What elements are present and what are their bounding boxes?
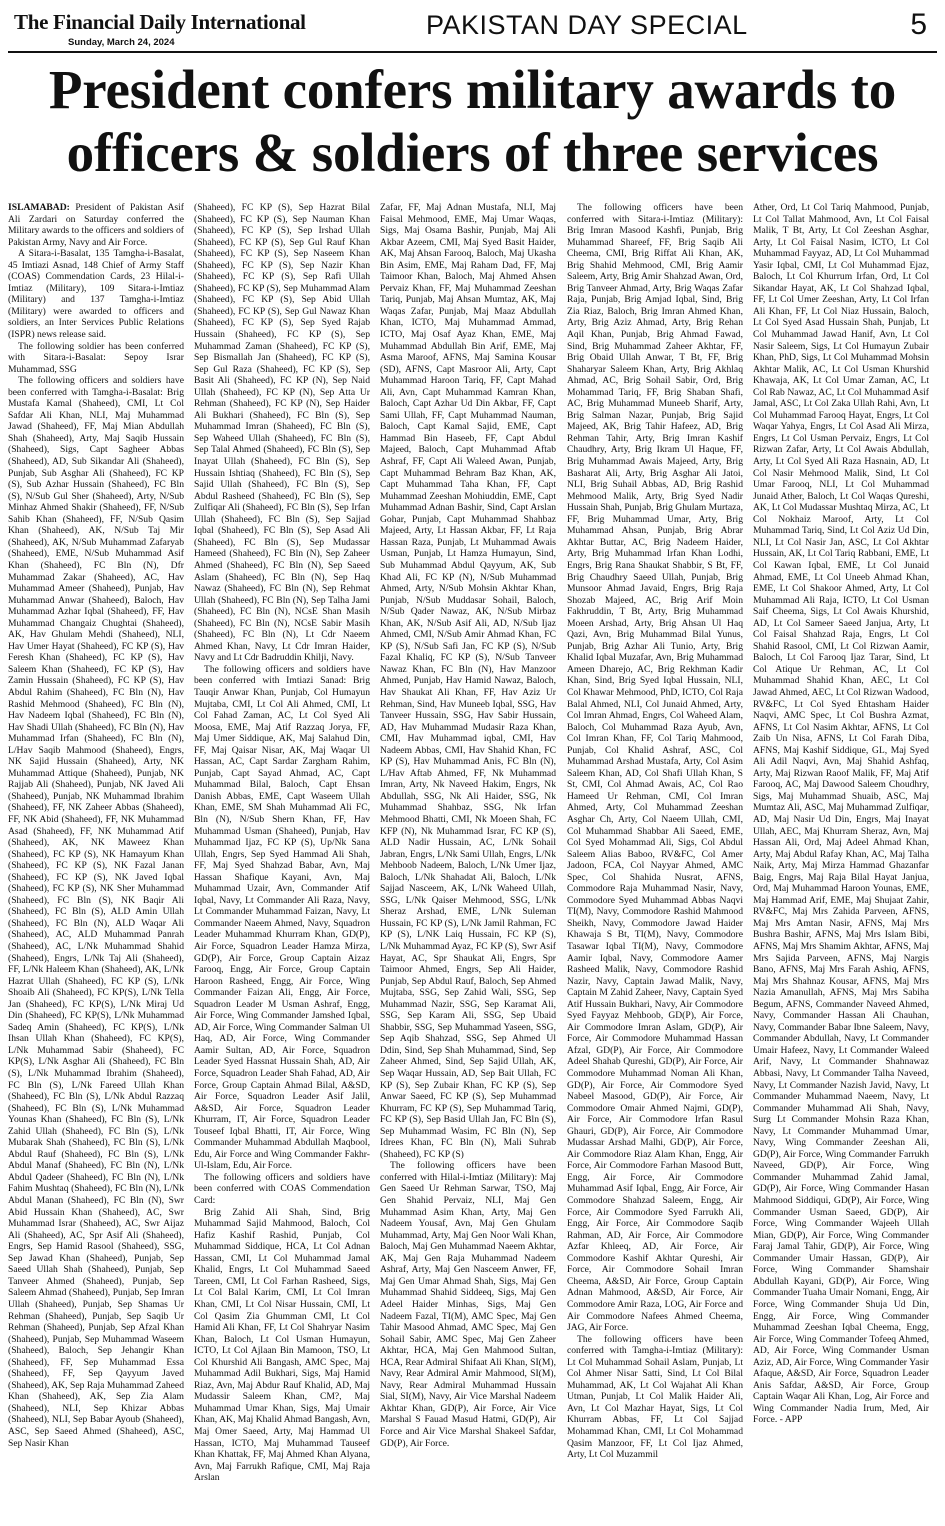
article-paragraph: The following officers have been conferred with Tamgha-i-Imtiaz (Military): Lt Col Muhammad Sohail Aslam, Punjab, Lt Col Ahmer Nisar Satti, Sind, Lt Col Bilal Muhammad, AK, Lt Col Wajahat Ali Khan Utman, Punjab, Lt Col Malik Haider Ali, Avn, Lt Col Mazhar Hayat, Sigs, Lt Col Khurram Abbas, FF, Lt Col Sajjad Mohammad Khan, CMI, Lt Col Mohammad Qasim Manzoor, FF, Lt Col Ijaz Ahmed, Arty, Lt Col Muzammil	[567, 1333, 743, 1461]
headline-line-2: officers & soldiers of three services	[66, 122, 879, 183]
article-paragraph: The following officers and soldiers have been conferred with COAS Commendation Card:	[194, 1171, 370, 1207]
article-paragraph: The following soldier has been conferred with Sitara-i-Basalat: Sepoy Israr Muhammad, SSG	[8, 340, 184, 375]
issue-date: Sunday, March 24, 2024	[68, 37, 175, 48]
article-paragraph: Zafar, FF, Maj Adnan Mustafa, NLI, Maj Faisal Mehmood, EME, Maj Umar Waqas, Sigs, Maj Osama Bashir, Punjab, Maj Ali Akbar Azeem, CMI, Maj Syed Basit Haider, AK, Maj Ahsan Farooq, Baloch, Maj Ukasha Bin Asim, EME, Maj Raham Dad, FF, Maj Taimoor Khan, Baloch, Maj Ahmed Ahsen Pervaiz Khan, FF, Maj Muhammad Zeeshan Tariq, Punjab, Maj Ahsan Mumtaz, AK, Maj Waqas Zafar, Punjab, Maj Maaz Abdullah Khan, ICTO, Maj Muhammad Ammad, ICTO, Maj Osaf Ayaz Khan, EME, Maj Muhammad Abdullah Bin Arif, EME, Maj Asma Maroof, AFNS, Maj Samina Kousar (SD), AFNS, Capt Masroor Ali, Arty, Capt Muhammad Haroon Tariq, FF, Capt Mahad Ali, Avn, Capt Muhammad Kamran Khan, Baloch, Capt Azhar Ud Din Akbar, FF, Capt Sami Ullah, FF, Capt Muhammad Nauman, Baloch, Capt Kamal Sajid, EME, Capt Hammad Bin Haseeb, FF, Capt Abdul Majeed, Baloch, Capt Muhammad Aftab Ashraf, FF, Capt Ali Waleed Awan, Punjab, Capt Muhammad Behram Baz Khan, AK, Capt Muhammad Taha Khan, FF, Capt Muhammad Zeeshan Mohiuddin, EME, Capt Muhammad Adnan Bashir, Sind, Capt Arslan Gohar, Punjab, Capt Muhammad Shahbaz Majeed, Arty, Lt Hassan Akbar, FF, Lt Raja Hassan Raza, Punjab, Lt Muhammad Awais Usman, Punjab, Lt Hamza Humayun, Sind, Sub Muhammad Abdul Qayyum, AK, Sub Khad Ali, FC KP (N), N/Sub Muhammad Ahmed, Arty, N/Sub Mohsin Akhtar Khan, Punjab, N/Sub Muddasar Sohail, Baloch, N/Sub Qader Nawaz, AK, N/Sub Mirbaz Khan, AK, N/Sub Asif Ali, AD, N/Sub Ijaz Ahmed, CMI, N/Sub Amir Ahmad Khan, FC KP (S), N/Sub Safi Jan, FC KP (S), N/Sub Fazal Khaliq, FC KP (S), N/Sub Tanveer Nawaz Khan, FC Bln (N), Hav Manzoor Ahmed, Punjab, Hav Hamid Nawaz, Baloch, Hav Shaukat Ali Khan, FF, Hav Aziz Ur Rehman, Sind, Hav Muneeb Iqbal, SSG, Hav Tanveer Hussain, SSG, Hav Sabir Hussain, AD, Hav Muhammad Mudasir Raza Khan, CMI, Hav Muhammad iqbal, CMI, Hav Nadeem Abbas, CMI, Hav Shahid Khan, FC KP (S), Hav Muhammad Anis, FC Bln (N), L/Hav Aftab Ahmed, FF, Nk Muhammad Imran, Arty, Nk Naveed Hakim, Engrs, Nk Abdullah, SSG, Nk Ali Haider, SSG, Nk Muhammad Shahbaz, SSG, Nk Irfan Mehmood Bhatti, CMI, Nk Moeen Shah, FC KFP (N), Nk Muhammad Israr, FC KP (S), ALD Nadir Hussain, AC, L/Nk Sohail Jabran, Engrs, L/Nk Sami Ullah, Engrs, L/Nk Mehboob Nadeem, Baloch, L/Nk Umer Ijaz, Baloch, L/Nk Shahadat Ali, Baloch, L/Nk Sajjad Nasceem, AK, L/Nk Waheed Ullah, SSG, L/Nk Qaiser Mehmood, SSG, L/Nk Sheraz Arshad, EME, L/Nk Suleman Hussain, FC KP (S), L/Nk Jamil Rahman, FC KP (S), L/NK Laiq Hussain, FC KP (S), L/Nk Muhammad Ayaz, FC KP (S), Swr Asif Hayat, AC, Spr Shaukat Ali, Engrs, Spr Taimoor Ahmed, Engrs, Sep Ali Haider, Punjab, Sep Abdul Rauf, Baloch, Sep Ahmed Mujtaba, SSG, Sep Zahid Wali, SSG, Sep Muhammad Nazir, SSG, Sep Karamat Ali, SSG, Sep Karam Ali, SSG, Sep Ubaid Shabbir, SSG, Sep Muhammad Yaseen, SSG, Sep Aqib Shahzad, SSG, Sep Ahmed Ul Ddin, Sind, Sep Shah Muhammad, Sind, Sep Zaheer Ahmed, Sind, Sep Sajid Ullah, AK, Sep Waqar Hussain, AD, Sep Bait Ullah, FC KP (S), Sep Zubair Khan, FC KP (S), Sep Anwar Saeed, FC KP (S), Sep Muhammad Khurram, FC KP (S), Sep Muhammad Tariq, FC KP (S), Sep Basid Ullah Jan, FC Bln (S), Sep Muhammad Wasim, FC Bln (N), Sep Idrees Khan, FC Bln (N), Mali Suhrab (Shaheed), FC KP (S)	[380, 202, 556, 1160]
article-paragraph: Brig Zahid Ali Shah, Sind, Brig Muhammad Sajid Mahmood, Baloch, Col Hafiz Kashif Rashid, Punjab, Col Muhammad Siddique, HCA, Lt Col Adnan Hassan, CMI, Lt Col Muhammad Jamal Khalid, Engrs, Lt Col Muhammad Saeed Tareen, CMI, Lt Col Farhan Rasheed, Sigs, Lt Col Balal Karim, CMI, Lt Col Imran Khan, CMI, Lt Col Nisar Hussain, CMI, Lt Col Qasim Zia Ghumman CMI, Lt Col Hamid Ali Khan, FF, Lt Col Shahryar Nasim Khan, Baloch, Lt Col Usman Humayun, ICTO, Lt Col Ajlaan Bin Mamoon, TSO, Lt Col Khurshid Ali Bangash, AMC Spec, Maj Muhammad Adil Bukhari, Sigs, Maj Hamid Riaz, Avn, Maj Abdur Rauf Khalid, AD, Maj Mudassir Saleem Khan, CM?, Maj Muhammad Umar Khan, Sigs, Maj Umair Khan, AK, Maj Khalid Ahmad Bangash, Avn, Maj Omer Saeed, Arty, Maj Hammad Ul Hassan, ICTO, Maj Muhammad Tauseef Khan Khattak, FF, Maj Ahmed Khan Alyana, Avn, Maj Farrukh Rafique, CMI, Maj Raja Arslan	[194, 1206, 370, 1484]
article-headline	[0, 58, 945, 184]
dateline: ISLAMABAD:	[8, 202, 70, 213]
section-title: PAKISTAN DAY SPECIAL	[426, 10, 748, 40]
page-number: 5	[910, 8, 927, 41]
newspaper-name: The Financial Daily International	[14, 10, 306, 34]
article-paragraph: (Shaheed), FC KP (S), Sep Hazrat Bilal (Shaheed), FC KP (S), Sep Nauman Khan (Shaheed), FC KP (S), Sep Irshad Ullah (Shaheed), FC KP (S), Sep Gul Rauf Khan (Shaheed), FC KP (S), Sep Naseem Khan (Shaheed), FC KP (S), Sep Nazir Khan (Shaheed), FC KP (S), Sep Rafi Ullah (Shaheed), FC KP (S), Sep Muhammad Alam (Shaheed), FC KP (S), Sep Abid Ullah (Shaheed), FC KP (S), Sep Gul Nawaz Khan (Shaheed), FC KP (S), Sep Syed Rajab Hussain (Shaheed), FC KP (S), Sep Muhammad Zaman (Shaheed), FC KP (S), Sep Bismallah Jan (Shaheed), FC KP (S), Sep Gul Raza (Shaheed), FC KP (S), Sep Basit Ali (Shaheed), FC KP (N), Sep Naid Ullah (Shaheed), FC KP (N), Sep Atta Ur Rehman (Shaheed), FC KP (N), Sep Haider Ali Bukhari (Shaheed), FC Bln (S), Sep Muhammad Imran (Shaheed), FC Bln (S), Sep Waheed Ullah (Shaheed), FC Bln (S), Sep Talal Ahmed (Shaheed), FC Bln (S), Sep Inayat Ullah (Shaheed), FC Bln (S), Sep Hussain Ishtiaq (Shaheed), FC Bln (S), Sep Sajid Ullah (Shaheed), FC Bln (S), Sep Abdul Rasheed (Shaheed), FC Bln (S), Sep Zulfiqar Ali (Shaheed), FC Bln (S), Sep Irfan Ullah (Shaheed), FC Bln (S), Sep Sajjad Iqbal (Shaheed), FC Bln (S), Sep Asad Ali (Shaheed), FC Bln (S), Sep Mudassar Hameed (Shaheed), FC Bln (N), Sep Zaheer Ahmed (Shaheed), FC Bln (N), Sep Saeed Aslam (Shaheed), FC Bln (N), Sep Haq Nawaz (Shaheed), FC Bln (N), Sep Rehmat Ullah (Shaheed), FC Bln (N), Sep Talha Jami (Shaheed), FC Bln (N), NCsE Shan Masih (Shaheed), FC Bln (N), NCsE Sabir Masih (Shaheed), FC Bln (N), Lt Cdr Naeem Ahmed Khan, Navy, Lt Cdr Imran Haider, Navy and Lt Cdr Badruddin Khilji, Navy.	[194, 202, 370, 664]
article-paragraph	[8, 202, 184, 248]
article-column-4	[567, 202, 743, 1520]
article-column-5	[753, 202, 929, 1520]
headline-line-1: President confers military awards to	[48, 59, 897, 120]
article-paragraph: The following officers have been conferred with Hilal-i-Imtiaz (Military): Maj Gen Saeed Ur Rehman Sarwar, TSO, Maj Gen Shahid Pervaiz, NLI, Maj Gen Muhammad Asim Khan, Arty, Maj Gen Nadeem Yousaf, Avn, Maj Gen Ghulam Muhammad, Arty, Maj Gen Noor Wali Khan, Baloch, Maj Gen Muhammad Naeem Akhtar, AK, Maj Gen Raja Muhammad Nadeem Ashraf, Arty, Maj Gen Nasceem Anwer, FF, Maj Gen Umar Ahmad Shah, Sigs, Maj Gen Muhammad Shahid Siddeeq, Sigs, Maj Gen Adeel Haider Minhas, Sigs, Maj Gen Nadeem Fazal, TI(M), AMC Spec, Maj Gen Tahir Masood Ahmad, AMC Spec, Maj Gen Sohail Sabir, AMC Spec, Maj Gen Zaheer Akhtar, HCA, Maj Gen Mahmood Sultan, HCA, Rear Admiral Shifaat Ali Khan, SI(M), Navy, Rear Admiral Amir Mahmood, SI(M), Navy, Rear Admiral Muhammad Hussain Sial, SI(M), Navy, Air Vice Marshal Nadeem Akhtar Khan, GD(P), Air Force, Air Vice Marshal S Fauad Masud Hatmi, GD(P), Air Force and Air Vice Marshal Shakeel Safdar, GD(P), Air Force.	[380, 1160, 556, 1449]
masthead	[10, 8, 935, 56]
article-column-1	[8, 202, 184, 1520]
article-paragraph: A Sitara-i-Basalat, 135 Tamgha-i-Basalat, 45 Imtiazi Asnad, 148 Chief of Army Staff (COAS) Commendation Cards, 23 Hilal-i-Imtiaz (Military), 109 Sitara-i-Imtiaz (Military) and 137 Tamgha-i-Imtiaz (Military) were awarded to officers and soldiers, an Inter Services Public Relations (ISPR) news release said.	[8, 248, 184, 341]
paragraph-text: President of Pakistan Asif Ali Zardari on Saturday conferred the Military awards to the officers and soldiers of Pakistan Army, Navy and Air Force.	[8, 202, 184, 248]
masthead-rule	[8, 51, 937, 53]
article-paragraph: The following officers and soldiers have been conferred with Imtiazi Sanad: Brig Tauqir Anwar Khan, Punjab, Col Humayun Mujtaba, CMI, Lt Col Ali Ahmed, CMI, Lt Col Fahad Zaman, AC, Lt Col Syed Ali Moosa, EME, Maj Atif Razzaq Jorya, FF, Maj Umer Siddique, AK, Maj Salahud Din, FF, Maj Qaisar Nisar, AK, Maj Waqar Ul Hassan, AC, Capt Sardar Zargham Rahim, Punjab, Capt Sayad Ahmad, AC, Capt Muhammad Bilal, Baloch, Capt Ehsan Danish Abbas, EME, Capt Waseem Ullah Khan, EME, SM Shah Muhammad Ali FC, Bln (N), N/Sub Shern Khan, FF, Hav Muhammad Usman (Shaheed), Punjab, Hav Muhammad Ijaz, FC KP (S), Up/Nk Sana Ullah, Engrs, Sep Syed Hammad Ali Shah, FF, Maj Syed Shahzad Babar, Avn, Maj Hassan Shafique Kayani, Avn, Maj Muhammad Uzair, Avn, Commander Atif Iqbal, Navy, Lt Commander Ali Raza, Navy, Lt Commander Muhammad Faizan, Navy, Lt Commander Naeem Ahmed, Navy, Squadron Leader Muhammad Khurram Khan, GD(P), Air Force, Squadron Leader Hamza Mirza, GD(P), Air Force, Group Captain Aizaz Farooq, Engg, Air Force, Group Captain Haroon Rasheed, Engg, Air Force, Wing Commander Faizan Ali, Engg, Air Force, Squadron Leader M Usman Ashraf, Engg, Air Force, Wing Commander Jamshed Iqbal, AD, Air Force, Wing Commander Salman Ul Haq, AD, Air Force, Wing Commander Aamir Sultan, AD, Air Force, Squadron Leader Syed Hassnat Hussain Shah, AD, Air Force, Squadron Leader Shah Fahad, AD, Air Force, Group Captain Ahmad Bilal, A&SD, Air Force, Squadron Leader Asif Jalil, A&SD, Air Force, Squadron Leader Khurram, IT, Air Force, Squadron Leader Touseef Iqbal Bhatti, IT, Air Force, Wing Commander Muhammad Abdullah Maqbool, Edu, Air Force and Wing Commander Fakhr-Ul-Islam, Edu, Air Force.	[194, 663, 370, 1172]
article-paragraph: The following officers have been conferred with Sitara-i-Imtiaz (Military): Brig Imran Masood Kashfi, Punjab, Brig Muhammad Shareef, FF, Brig Saqib Ali Cheema, CMI, Brig Riffat Ali Khan, AK, Brig Shahid Mehmood, CMI, Brig Aamir Saleem, Arty, Brig Amir Shahzad Awan, Ord, Brig Tanveer Ahmad, Arty, Brig Waqas Zafar Raja, Punjab, Brig Amjad Iqbal, Sind, Brig Zia Riaz, Baloch, Brig Imran Ahmed Khan, Arty, Brig Aziz Ahmad, Arty, Brig Rehan Aqil Khan, Punjab, Brig Ahmad Fawad, Sind, Brig Muhammad Zaheer Akhtar, FF, Brig Obaid Ullah Anwar, T Bt, FF, Brig Shaharyar Saleem Khan, Arty, Brig Akhlaq Ahmad, AC, Brig Sohail Sabir, Ord, Brig Mohammad Tariq, FF, Brig Shaban Shafi, AC, Brig Muhammad Muneeb Sharif, Arty, Brig Salman Nazar, Punjab, Brig Sajid Majeed, AK, Brig Tahir Hafeez, AD, Brig Rehman Tahir, Arty, Brig Imran Kashif Chaudhry, Arty, Brig Ikram Ul Haque, FF, Brig Muhammad Awais Majeed, Arty, Brig Basharat Ali, Arty, Brig Asghar Ali Jatoi, NLI, Brig Suhail Abbas, AD, Brig Rashid Mehmood Malik, Arty, Brig Syed Nadir Hussain Shah, Punjab, Brig Ghulam Murtaza, FF, Brig Muhammad Umar, Arty, Brig Muhammad Ahsan, Punjab, Brig Abrar Akhtar Buttar, AC, Brig Nadeem Haider, Arty, Brig Muhammad Irfan Khan Lodhi, Engrs, Brig Rana Shaukat Shabbir, S Bt, FF, Brig Chaudhry Saeed Ullah, Punjab, Brig Munsoor Ahmad Javaid, Engrs, Brig Raja Shozab Majeed, AC, Brig Arif Moin Fakhruddin, T Bt, Arty, Brig Muhammad Moeen Arshad, Arty, Brig Ahsan Ul Haq Qazi, Avn, Brig Muhammad Bilal Yunus, Punjab, Brig Azhar Ali Tunio, Arty, Brig Khalid Iqbal Muzafar, Avn, Brig Muhammad Ameen Dharejo, AC, Brig Rekhman Kadir Khan, Sind, Brig Syed Iqbal Hussain, NLI, Col Khawar Mehmood, PhD, ICTO, Col Raja Balal Ahmed, NLI, Col Junaid Ahmed, Arty, Col Imran Ahmad, Engrs, Col Waheed Alam, Baloch, Col Muhammad Raza Ayub, Avn, Col Imran Khan, FF, Col Tariq Mahmood, Punjab, Col Khalid Ashraf, ASC, Col Muhammad Arshad Mustafa, Arty, Col Asim Saleem Khan, AD, Col Shafi Ullah Khan, S St, CMI, Col Ahmad Awais, AC, Col Rao Hameed Ur Rehman, CMI, Col Imran Ahmed, Arty, Col Muhammad Zeeshan Asghar Ch, Arty, Col Naeem Ullah, CMI, Col Muhammad Shabbar Ali Saeed, EME, Col Syed Mohammad Ali, Sigs, Col Abdul Saleem Alias Baboo, RV&FC, Col Amer Jadoon, FCA, Col Nayyar Ahmed, AMC Spec, Col Shahida Nusrat, AFNS, Commodore Raja Muhammad Nasir, Navy, Commodore Syed Muhammad Abbas Naqvi TI(M), Navy, Commodore Rashid Mahmood Sheikh, Navy, Commodore Jawad Haider Khawaja S Bt, TI(M), Navy, Commodore Tasawar Iqbal TI(M), Navy, Commodore Aamir Iqbal, Navy, Commodore Aamer Rasheed Malik, Navy, Commodore Rashid Nazir, Navy, Captain Jawad Malik, Navy, Captain M Zahid Zaheer, Navy, Captain Syed Atif Hussain Bukhari, Navy, Air Commodore Syed Fayyaz Mehboob, GD(P), Air Force, Air Commodore Imran Aslam, GD(P), Air Force, Air Commodore Muhammad Hassan Afzal, GD(P), Air Force, Air Commodore Adeel Shahab Qureshi, GD(P), Air Force, Air Commodore Muhammad Noman Ali Khan, GD(P), Air Force, Air Commodore Syed Nabeel Masood, GD(P), Air Force, Air Commodore Omair Ahmed Najmi, GD(P), Air Force, Air Commodore Irfan Rasul Ghauri, GD(P), Air Force, Air Commodore Mudassar Arshad Malhi, GD(P), Air Force, Air Commodore Riaz Alam Khan, Engg, Air Force, Air Commodore Farhan Masood Butt, Engg, Air Force, Air Commodore Muhammad Asif Iqbal, Engg, Air Force, Air Commodore Shahzad Saleem, Engg, Air Force, Air Commodore Syed Farrukh Ali, Engg, Air Force, Air Commodore Saqib Rahman, AD, Air Force, Air Commodore Azfar Khleeq, AD, Air Force, Air Commodore Kashif Akhtar Qureshi, Air Force, Air Commodore Sohail Imran Cheema, A&SD, Air Force, Group Captain Adnan Mahmood, A&SD, Air Force, Air Commodore Amir Raza, LOG, Air Force and Air Commodore Nafees Ahmed Cheema, JAG, Air Force.	[567, 202, 743, 1334]
article-column-2	[194, 202, 370, 1520]
article-column-3	[380, 202, 556, 1520]
article-body	[8, 202, 937, 1520]
article-paragraph: The following officers and soldiers have been conferred with Tamgha-i-Basalat: Brig Mustafa Kamal (Shaheed), CMI, Lt Col Safdar Ali Khan, NLI, Maj Muhammad Jawad (Shaheed), FF, Maj Mian Abdullah Shah (Shaheed), Arty, Maj Saqib Hussain (Shaheed), Sigs, Capt Sagheer Abbas (Shaheed), AD, Sub Sikandar Ali (Shaheed), Punjab, Sub Asghar Ali (Shaheed), FC KP (S), Sub Azhar Hussain (Shaheed), FC Bln (S), N/Sub Gul Sher (Shaheed), Arty, N/Sub Minhaz Ahmed Shakir (Shaheed), FF, N/Sub Sahib Khan (Shaheed), FF, N/Sub Qasim Khan (Shaheed), AK, N/Sub Taj Mir (Shaheed), AK, N/Sub Muhammad Zafaryab (Shaheed), EME, N/Sub Muhammad Asif Khan (Shaheed), FC Bln (N), Dfr Muhammad Zakar (Shaheed), AC, Hav Muhammad Ameer (Shaheed), Punjab, Hav Muhammad Anwar (Shaheed), Baloch, Hav Muhammad Azhar Iqbal (Shaheed), FF, Hav Muhammad Changaiz Chughtai (Shaheed), AK, Hav Ghulam Mehdi (Shaheed), NLI, Hav Umer Hayat (Shaheed), FC KP (S), Hav Feresh Khan (Shaheed), FC KP (S), Hav Saleem Khan (Shaheed), FC KP (S), Hav Zamin Hussain (Shaheed), FC KP (S), Hav Abdul Rahim (Shaheed), FC Bln (N), Hav Rashid Mehmood (Shaheed), FC Bln (N), Hav Nadeem Iqbal (Shaheed), FC Bln (N), Hav Shadi Ullah (Shaheed), FC Bln (N), Hav Muhammad Irfan (Shaheed), FC Bln (N), L/Hav Saqib Mahmood (Shaheed), Engrs, NK Sajid Hussain (Shaheed), Arty, NK Muhammad Attique (Shaheed), Punjab, NK Rajjab Ali (Shaheed), Punjab, NK Javed Ali (Shaheed), Punjab, NK Muhammad Ibrahim (Shaheed), FF, NK Zaheer Abbas (Shaheed), FF, NK Abid (Shaheed), FF, NK Muhammad Asad (Shaheed), FF, NK Muhammad Atif (Shaheed), AK, NK Maweez Khan (Shaheed), FC KP (S), NK Hamayum Khan (Shaheed), FC KP (S), NK Fazal Janan (Shaheed), FC KP (S), NK Javed Iqbal (Shaheed), FC KP (S), NK Sher Muhammad (Shaheed), FC Bln (S), NK Baqir Ali (Shaheed), FC Bln (S), ALD Amin Ullah (Shaheed), FC Bln (N), ALD Waqar Ali (Shaheed), AC, ALD Muhammad Panrah (Shaheed), AC, L/Nk Muhammad Shahid (Shaheed), Engrs, L/Nk Taj Ali (Shaheed), FF, L/Nk Haleem Khan (Shaheed), AK, L/Nk Hazrat Ullah (Shaheed), FC KP (S), L/Nk Shoaib Ali (Shaheed), FC KP(S), L/Nk Tella Jan (Shaheed), FC KP(S), L/Nk Miraj Ud Din (Shaheed), FC KP(S), L/Nk Muhammad Sadeq Amin (Shaheed), FC KP(S), L/Nk Ihsan Ullah Khan (Shaheed), FC KP(S), L/Nk Muhammad Sabir (Shaheed), FC KP(S), L/Nk Asghar Ali (Shaheed), FC Bln (S), L/Nk Muhammad Ibrahim (Shaheed), FC Bln (S), L/Nk Fareed Ullah Khan (Shaheed), FC Bln (S), L/Nk Abdul Razzaq (Shaheed), FC Bln (S), L/Nk Muhammad Younas Khan (Shaheed), FC Bln (S), L/Nk Zahid Ullah (Shaheed), FC Bln (S), L/Nk Mubarak Shah (Shaheed), FC Bln (S), L/Nk Abdul Rauf (Shaheed), FC Bln (S), L/Nk Abdul Manaf (Shaheed), FC Bln (N), L/Nk Abdul Qadeer (Shaheed), FC Bln (N), L/Nk Fahim Mushtaq (Shaheed), FC Bln (N), L/Nk Abdul Manan (Shaheed), FC Bln (N), Swr Abid Hussain Khan (Shaheed), AC, Swr Muhammad Israr (Shaheed), AC, Swr Aijaz Ali (Shaheed), AC, Spr Asif Ali (Shaheed), Engrs, Sep Hamid Rasool (Shaheed), SSG, Sep Jawad Khan (Shaheed), Punjab, Sep Saeed Ullah Shah (Shaheed), Punjab, Sep Tanveer Ahmed (Shaheed), Punjab, Sep Saleem Ahmad (Shaheed), Punjab, Sep Imran Ullah (Shaheed), Punjab, Sep Shamas Ur Rehman (Shaheed), Punjab, Sep Saqib Ur Rehman (Shaheed), Punjab, Sep Afzal Khan (Shaheed), Punjab, Sep Muhammad Waseem (Shaheed), Baloch, Sep Jehangir Khan (Shaheed), FF, Sep Muhammad Essa (Shaheed), FF, Sep Qayyum Javed (Shaheed), AK, Sep Raja Muhammad Zaheed Khan (Shaheed), AK, Sep Zia Alam (Shaheed), NLI, Sep Khizar Abbas (Shaheed), NLI, Sep Babar Ayoub (Shaheed), ASC, Sep Saeed Ahmed (Shaheed), ASC, Sep Nasir Khan	[8, 375, 184, 1449]
article-paragraph: Ather, Ord, Lt Col Tariq Mahmood, Punjab, Lt Col Tallat Mahmood, Avn, Lt Col Faisal Malik, T Bt, Arty, Lt Col Zeeshan Asghar, Arty, Lt Col Faisal Nasim, ICTO, Lt Col Muhammad Fayyaz, AD, Lt Col Muhammad Yasir Iqbal, CMI, Lt Col Muhammad Ejaz, Baloch, Lt Col Khurrum Irfan, Ord, Lt Col Sikandar Hayat, AK, Lt Col Shahzad Iqbal, FF, Lt Col Umer Zeeshan, Arty, Lt Col Irfan Ali Khan, FF, Lt Col Niaz Hussain, Baloch, Lt Col Syed Asad Hussain Shah, Punjab, Lt Col Muhammad Jawad Hanif, Avn, Lt Col Nasir Saleem, Sigs, Lt Col Humayun Zubair Khan, PhD, Sigs, Lt Col Muhammad Mohsin Akhtar Malik, AC, Lt Col Usman Khurshid Khawaja, AK, Lt Col Umar Zaman, AC, Lt Col Rab Nawaz, AC, Lt Col Muhammad Asif Jamal, ASC, Lt Col Zaka Ullah Rahi, Avn, Lt Col Muhammad Farooq Hayat, Engrs, Lt Col Waqar Yahya, Engrs, Lt Col Asad Ali Mirza, Engrs, Lt Col Usman Pervaiz, Engrs, Lt Col Rizwan Zafar, Arty, Lt Col Awais Abdullah, Arty, Lt Col Syed Ali Raza Hasnain, AD, Lt Col Nasir Mehmood Malik, Sind, Lt Col Umar Farooq, NLI, Lt Col Muhammad Junaid Ather, Baloch, Lt Col Waqas Qureshi, AK, Lt Col Mudassar Mushtaq Mirza, AC, Lt Col Nokhaiz Maroof, Arty, Lt Col Muhammad Tariq, Sind, Lt Col Aziz Ud Din, NLI, Lt Col Nasir Jan, ASC, Lt Col Akhtar Hussain, AK, Lt Col Tariq Rabbani, EME, Lt Col Kawan Iqbal, EME, Lt Col Junaid Ahmad, EME, Lt Col Uneeb Ahmad Khan, EME, Lt Col Shakoor Ahmed, Arty, Lt Col Muhammad Ali Raja, ICTO, Lt Col Usman Saif Cheema, Sigs, Lt Col Awais Khurshid, AD, Lt Col Sameer Saeed Janjua, Arty, Lt Col Faisal Shahzad Raja, Engrs, Lt Col Shahid Rasool, CMI, Lt Col Rizwan Aamir, Baloch, Lt Col Farooq Ijaz Tarar, Sind, Lt Col Atique Ur Rehman, AC, Lt Col Muhammad Shahid Khan, AEC, Lt Col Jawad Ahmed, AEC, Lt Col Rizwan Wadood, RV&FC, Lt Col Syed Ehtasham Haider Naqvi, AMC Spec, Lt Col Bushra Azmat, AFNS, Lt Col Nasim Akhtar, AFNS, Lt Col Zaib Un Nisa, AFNS, Lt Col Farah Diba, AFNS, Maj Kashif Siddique, GL, Maj Syed Ali Adil Naqvi, Avn, Maj Shahid Ashfaq, Arty, Maj Rizwan Raoof Malik, FF, Maj Atif Farooq, AC, Maj Dawood Saleem Choudhry, Sigs, Maj Muhammad Shuaib, ASC, Maj Mumtaz Ali, ASC, Maj Muhammad Zulfiqar, AD, Maj Nasir Ud Din, Engrs, Maj Inayat Ullah, AEC, Maj Khurram Sheraz, Avn, Maj Hassan Ali, Ord, Maj Adeel Ahmad Khan, Arty, Maj Abdul Rafay Khan, AC, Maj Talha Naik, Arty, Maj Mirza Hammad Ghazanfar Baig, Engrs, Maj Raja Bilal Hayat Janjua, Ord, Maj Muhammad Haroon Younas, EME, Maj Hammad Arif, EME, Maj Shujaat Zahir, RV&FC, Maj Mrs Zahida Parveen, AFNS, Maj Mrs Amtan Nasir, AFNS, Maj Mrs Bushra Bashir, AFNS, Maj Mrs Islam Bibi, AFNS, Maj Mrs Shamim Akhtar, AFNS, Maj Mrs Sajida Parveen, AFNS, Maj Nargis Bano, AFNS, Maj Mrs Farah Ashiq, AFNS, Maj Mrs Shahnaz Kousar, AFNS, Maj Mrs Nazia Amanullah, AFNS, Maj Mrs Sabiha Begum, AFNS, Commander Naveed Ahmed, Navy, Commander Hassan Ali Chauhan, Navy, Commander Babar Ibne Saleem, Navy, Commander Abdullah, Navy, Lt Commander Umair Hafeez, Navy, Lt Commander Waleed Arif, Navy, Lt Commander Shahnawaz Abbasi, Navy, Lt Commander Talha Naveed, Navy, Lt Commander Nazish Javid, Navy, Lt Commander Muhammad Naeem, Navy, Lt Commander Muhammad Ali Shah, Navy, Surg Lt Commander Mohsin Raza Khan, Navy, Lt Commander Muhammad Umar, Navy, Wing Commander Zeeshan Ali, GD(P), Air Force, Wing Commander Farrukh Naveed, GD(P), Air Force, Wing Commander Muhammad Zahid Jamal, GD(P), Air Force, Wing Commander Hasan Mahmood Siddiqui, GD(P), Air Force, Wing Commander Usman Saeed, GD(P), Air Force, Wing Commander Wajeeh Ullah Mian, GD(P), Air Force, Wing Commander Faraj Jamal Tahir, GD(P), Air Force, Wing Commander Umair Hassan, GD(P), Air Force, Wing Commander Shamshair Abdullah Kayani, GD(P), Air Force, Wing Commander Tuaha Umair Nomani, Engg, Air Force, Wing Commander Shuja Ud Din, Engg, Air Force, Wing Commander Muhammad Zeeshan Iqbal Cheema, Engg, Air Force, Wing Commander Tofeeq Ahmed, AD, Air Force, Wing Commander Usman Aziz, AD, Air Force, Wing Commander Yasir Afaque, A&SD, Air Force, Squadron Leader Anis Safdar, A&SD, Air Force, Group Captain Waqar Ali Khan, Log, Air Force and Wing Commander Nadia Irum, Med, Air Force. - APP	[753, 202, 929, 1426]
